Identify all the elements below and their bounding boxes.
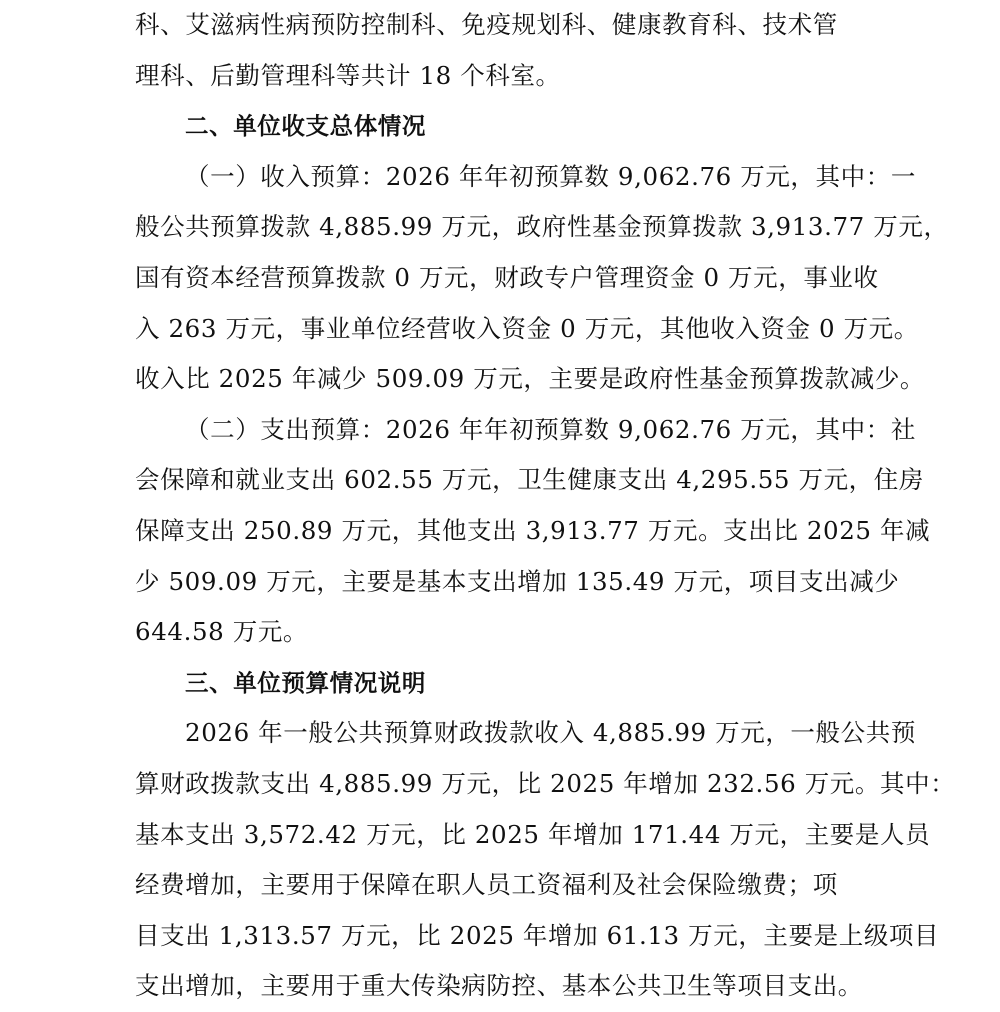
paragraph-line: 入 263 万元，事业单位经营收入资金 0 万元，其他收入资金 0 万元。: [135, 313, 919, 343]
section-heading-income-expense: 二、单位收支总体情况: [185, 112, 426, 141]
paragraph-line: 基本支出 3,572.42 万元，比 2025 年增加 171.44 万元，主要是人员: [135, 819, 931, 849]
document-body: [135, 0, 956, 1012]
paragraph-line: 科、艾滋病性病预防控制科、免疫规划科、健康教育科、技术管: [135, 10, 838, 39]
paragraph-line: 目支出 1,313.57 万元，比 2025 年增加 61.13 万元，主要是上级项目: [135, 920, 940, 950]
paragraph-line: 少 509.09 万元，主要是基本支出增加 135.49 万元，项目支出减少: [135, 566, 900, 596]
paragraph-line: （二）支出预算：2026 年年初预算数 9,062.76 万元，其中：社: [185, 414, 916, 444]
paragraph-line: 644.58 万元。: [135, 617, 309, 647]
paragraph-line: 保障支出 250.89 万元，其他支出 3,913.77 万元。支出比 2025 年减: [135, 515, 931, 545]
paragraph-line: 算财政拨款支出 4,885.99 万元，比 2025 年增加 232.56 万元。其中：: [135, 768, 956, 798]
paragraph-line: 般公共预算拨款 4,885.99 万元，政府性基金预算拨款 3,913.77 万元，: [135, 212, 949, 242]
paragraph-line: 收入比 2025 年减少 509.09 万元，主要是政府性基金预算拨款减少。: [135, 364, 926, 394]
paragraph-line: 国有资本经营预算拨款 0 万元，财政专户管理资金 0 万元，事业收: [135, 262, 879, 292]
paragraph-line: 理科、后勤管理科等共计 18 个科室。: [135, 60, 561, 90]
section-heading-budget-explanation: 三、单位预算情况说明: [185, 668, 426, 697]
paragraph-line: 经费增加，主要用于保障在职人员工资福利及社会保险缴费；项: [135, 870, 838, 900]
paragraph-line: 会保障和就业支出 602.55 万元，卫生健康支出 4,295.55 万元，住房: [135, 465, 924, 495]
paragraph-line: 支出增加，主要用于重大传染病防控、基本公共卫生等项目支出。: [135, 971, 863, 1001]
paragraph-line: （一）收入预算：2026 年年初预算数 9,062.76 万元，其中：一: [185, 161, 916, 191]
paragraph-line: 2026 年一般公共预算财政拨款收入 4,885.99 万元，一般公共预: [185, 718, 916, 748]
